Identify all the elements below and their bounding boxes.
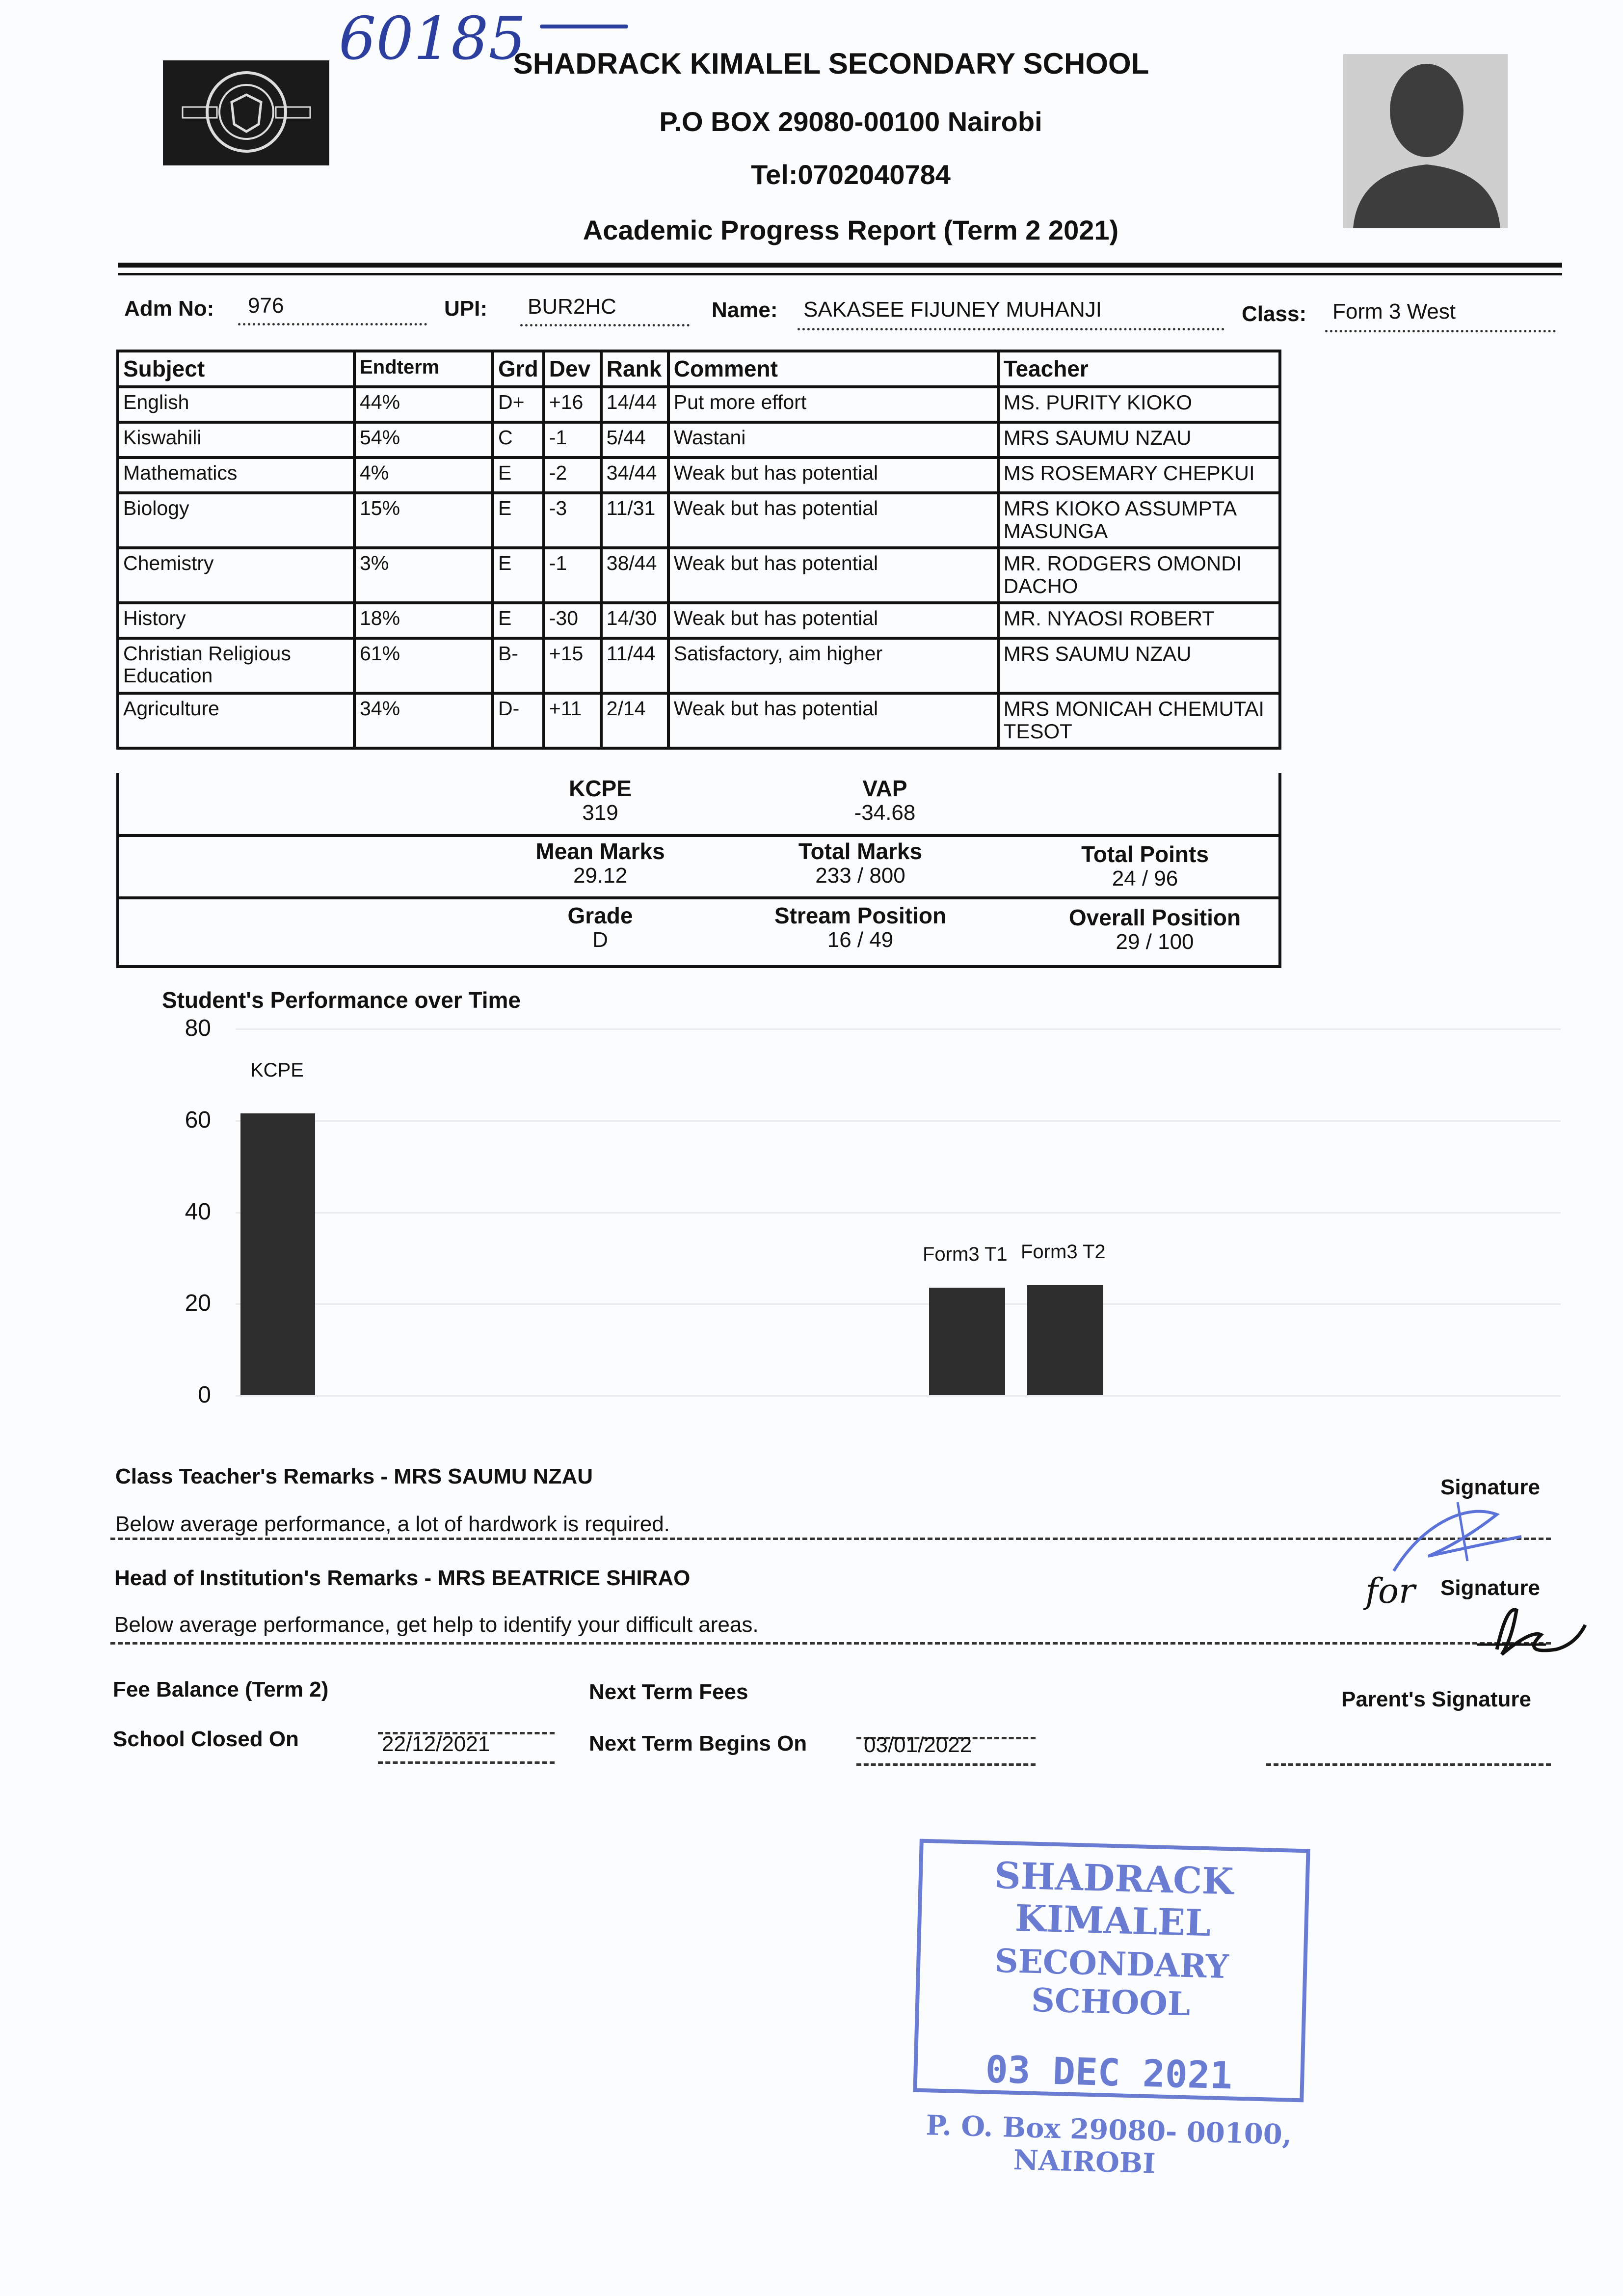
cell-comment: Satisfactory, aim higher <box>668 638 998 693</box>
cell-rank: 2/14 <box>601 693 668 748</box>
cell-dev: -1 <box>544 548 601 603</box>
cell-subject: Agriculture <box>118 693 354 748</box>
class-value <box>1325 299 1556 332</box>
stamp-line-2: SECONDARY SCHOOL <box>994 1941 1229 2024</box>
next-term-begins-field <box>856 1733 1036 1766</box>
signature-scribble-2 <box>1467 1595 1595 1669</box>
cell-comment: Put more effort <box>668 387 998 422</box>
cell-endterm: 3% <box>354 548 493 603</box>
next-term-fees-label: Next Term Fees <box>589 1680 748 1704</box>
school-closed-value: 22/12/2021 <box>382 1732 490 1756</box>
stream-position-label: Stream Position <box>774 903 947 928</box>
cell-endterm: 54% <box>354 422 493 458</box>
school-closed-label: School Closed On <box>113 1727 299 1751</box>
table-row <box>118 603 1280 638</box>
grid-line <box>236 1395 1561 1397</box>
fee-balance-field <box>378 1707 555 1734</box>
stamp-line-1: SHADRACK KIMALEL <box>994 1854 1234 1945</box>
table-row <box>118 638 1280 693</box>
cell-teacher: MS. PURITY KIOKO <box>998 387 1280 422</box>
cell-grd: E <box>493 458 544 493</box>
cell-grd: E <box>493 548 544 603</box>
header-grd: Grd <box>493 351 544 387</box>
total-marks-value: 233 / 800 <box>815 863 905 888</box>
cell-rank: 5/44 <box>601 422 668 458</box>
class-label: Class: <box>1242 302 1307 326</box>
cell-teacher: MR. RODGERS OMONDI DACHO <box>998 548 1280 603</box>
grid-line <box>236 1028 1561 1030</box>
cell-comment: Weak but has potential <box>668 548 998 603</box>
table-header-row <box>118 351 1280 387</box>
stream-position-value: 16 / 49 <box>827 927 894 952</box>
overall-position-value: 29 / 100 <box>1116 929 1194 954</box>
overall-position-label: Overall Position <box>1068 905 1241 930</box>
adm-label: Adm No: <box>124 297 214 321</box>
cell-rank: 38/44 <box>601 548 668 603</box>
name-value <box>798 297 1224 330</box>
cell-subject: Kiswahili <box>118 422 354 458</box>
handwritten-dash <box>540 25 628 28</box>
y-tick-label: 20 <box>185 1290 211 1317</box>
chart-title: Student's Performance over Time <box>162 987 521 1013</box>
upi-value <box>520 295 690 326</box>
handwritten-for: for <box>1365 1571 1415 1611</box>
y-tick-label: 40 <box>185 1198 211 1225</box>
name-label: Name: <box>712 298 778 322</box>
bar-kcpe <box>240 1113 315 1395</box>
cell-teacher: MR. NYAOSI ROBERT <box>998 603 1280 638</box>
cell-dev: +16 <box>544 387 601 422</box>
cell-grd: E <box>493 603 544 638</box>
vap-label: VAP <box>862 776 907 801</box>
head-remarks-text: Below average performance, get help to identify your difficult areas. <box>114 1613 759 1637</box>
kcpe-value: 319 <box>582 800 618 825</box>
grades-table <box>116 350 1281 750</box>
cell-grd: E <box>493 493 544 548</box>
class-teacher-remarks-text: Below average performance, a lot of hardwork is required. <box>115 1512 670 1536</box>
bar-label: Form3 T2 <box>1021 1241 1106 1263</box>
adm-value <box>238 294 427 325</box>
cell-comment: Weak but has potential <box>668 493 998 548</box>
cell-subject: Christian Religious Education <box>118 638 354 693</box>
table-row <box>118 693 1280 748</box>
cell-endterm: 4% <box>354 458 493 493</box>
header-comment: Comment <box>668 351 998 387</box>
header-subject: Subject <box>118 351 354 387</box>
header-teacher: Teacher <box>998 351 1280 387</box>
grid-line <box>236 1212 1561 1214</box>
cell-comment: Weak but has potential <box>668 603 998 638</box>
next-term-begins-label: Next Term Begins On <box>589 1731 807 1756</box>
bar-form3-t1 <box>929 1288 1005 1395</box>
header-dev: Dev <box>544 351 601 387</box>
cell-endterm: 44% <box>354 387 493 422</box>
head-remarks-title: Head of Institution's Remarks - MRS BEATRICE SHIRAO <box>114 1566 691 1590</box>
table-row <box>118 493 1280 548</box>
school-closed-field <box>378 1732 555 1764</box>
cell-teacher: MRS SAUMU NZAU <box>998 638 1280 693</box>
table-row <box>118 387 1280 422</box>
class-teacher-remarks-title: Class Teacher's Remarks - MRS SAUMU NZAU <box>115 1464 593 1488</box>
header-rank: Rank <box>601 351 668 387</box>
cell-teacher: MRS KIOKO ASSUMPTA MASUNGA <box>998 493 1280 548</box>
school-address: P.O BOX 29080-00100 Nairobi <box>659 106 1042 137</box>
summary-kcpe-row <box>116 773 1281 837</box>
header-rule-thick <box>118 263 1562 268</box>
cell-dev: +11 <box>544 693 601 748</box>
cell-teacher: MS ROSEMARY CHEPKUI <box>998 458 1280 493</box>
upi-code: BUR2HC <box>528 295 616 319</box>
cell-dev: +15 <box>544 638 601 693</box>
cell-subject: English <box>118 387 354 422</box>
bar-label: Form3 T1 <box>923 1243 1008 1265</box>
signature-label-1: Signature <box>1440 1475 1540 1499</box>
cell-comment: Weak but has potential <box>668 458 998 493</box>
y-tick-label: 60 <box>185 1107 211 1133</box>
cell-dev: -3 <box>544 493 601 548</box>
summary-position-row <box>116 896 1281 968</box>
table-row <box>118 422 1280 458</box>
header-rule-thin <box>118 273 1562 275</box>
head-remarks-line <box>110 1642 1551 1645</box>
cell-dev: -1 <box>544 422 601 458</box>
cell-subject: History <box>118 603 354 638</box>
class-name: Form 3 West <box>1332 299 1456 324</box>
summary-marks-row <box>116 834 1281 899</box>
cell-rank: 11/44 <box>601 638 668 693</box>
handwritten-note: 60185 <box>339 5 526 73</box>
report-title: Academic Progress Report (Term 2 2021) <box>583 215 1119 245</box>
student-name: SAKASEE FIJUNEY MUHANJI <box>803 297 1102 322</box>
signature-label-2: Signature <box>1440 1576 1540 1600</box>
cell-rank: 11/31 <box>601 493 668 548</box>
cell-subject: Chemistry <box>118 548 354 603</box>
cell-rank: 34/44 <box>601 458 668 493</box>
stamp-date: 03 DEC 2021 <box>984 2047 1233 2098</box>
cell-rank: 14/30 <box>601 603 668 638</box>
bar-label: KCPE <box>250 1059 304 1081</box>
cell-endterm: 18% <box>354 603 493 638</box>
cell-endterm: 15% <box>354 493 493 548</box>
total-points-value: 24 / 96 <box>1112 866 1178 891</box>
y-tick-label: 80 <box>185 1015 211 1041</box>
grade-value: D <box>592 927 608 952</box>
table-row <box>118 458 1280 493</box>
y-tick-label: 0 <box>198 1382 211 1408</box>
next-term-begins-value: 03/01/2022 <box>864 1733 972 1757</box>
school-name: SHADRACK KIMALEL SECONDARY SCHOOL <box>513 47 1149 80</box>
parents-signature-field <box>1266 1763 1551 1766</box>
adm-number: 976 <box>248 294 284 318</box>
cell-grd: D- <box>493 693 544 748</box>
cell-grd: C <box>493 422 544 458</box>
bar-form3-t2 <box>1027 1285 1103 1395</box>
cell-comment: Wastani <box>668 422 998 458</box>
grid-line <box>236 1303 1561 1305</box>
cell-subject: Mathematics <box>118 458 354 493</box>
school-tel: Tel:0702040784 <box>751 159 951 190</box>
cell-teacher: MRS MONICAH CHEMUTAI TESOT <box>998 693 1280 748</box>
mean-value: 29.12 <box>573 863 628 888</box>
kcpe-label: KCPE <box>569 776 632 801</box>
cell-endterm: 34% <box>354 693 493 748</box>
total-marks-label: Total Marks <box>798 838 923 864</box>
header-endterm: Endterm <box>354 351 493 387</box>
table-row <box>118 548 1280 603</box>
cell-dev: -30 <box>544 603 601 638</box>
cell-subject: Biology <box>118 493 354 548</box>
upi-label: UPI: <box>444 297 487 321</box>
class-teacher-remarks-line <box>110 1538 1551 1540</box>
total-points-label: Total Points <box>1081 841 1209 867</box>
parents-signature-label: Parent's Signature <box>1341 1687 1532 1711</box>
vap-value: -34.68 <box>854 800 916 825</box>
cell-comment: Weak but has potential <box>668 693 998 748</box>
cell-grd: B- <box>493 638 544 693</box>
cell-teacher: MRS SAUMU NZAU <box>998 422 1280 458</box>
cell-endterm: 61% <box>354 638 493 693</box>
cell-dev: -2 <box>544 458 601 493</box>
fee-balance-label: Fee Balance (Term 2) <box>113 1677 329 1702</box>
cell-grd: D+ <box>493 387 544 422</box>
stamp-line-3: P. O. Box 29080- 00100, <box>925 2109 1293 2151</box>
cell-rank: 14/44 <box>601 387 668 422</box>
mean-label: Mean Marks <box>535 838 665 864</box>
stamp-line-4: NAIROBI <box>1012 2143 1156 2180</box>
school-stamp <box>913 1839 1310 2180</box>
grade-label: Grade <box>567 903 633 928</box>
grid-line <box>236 1120 1561 1122</box>
